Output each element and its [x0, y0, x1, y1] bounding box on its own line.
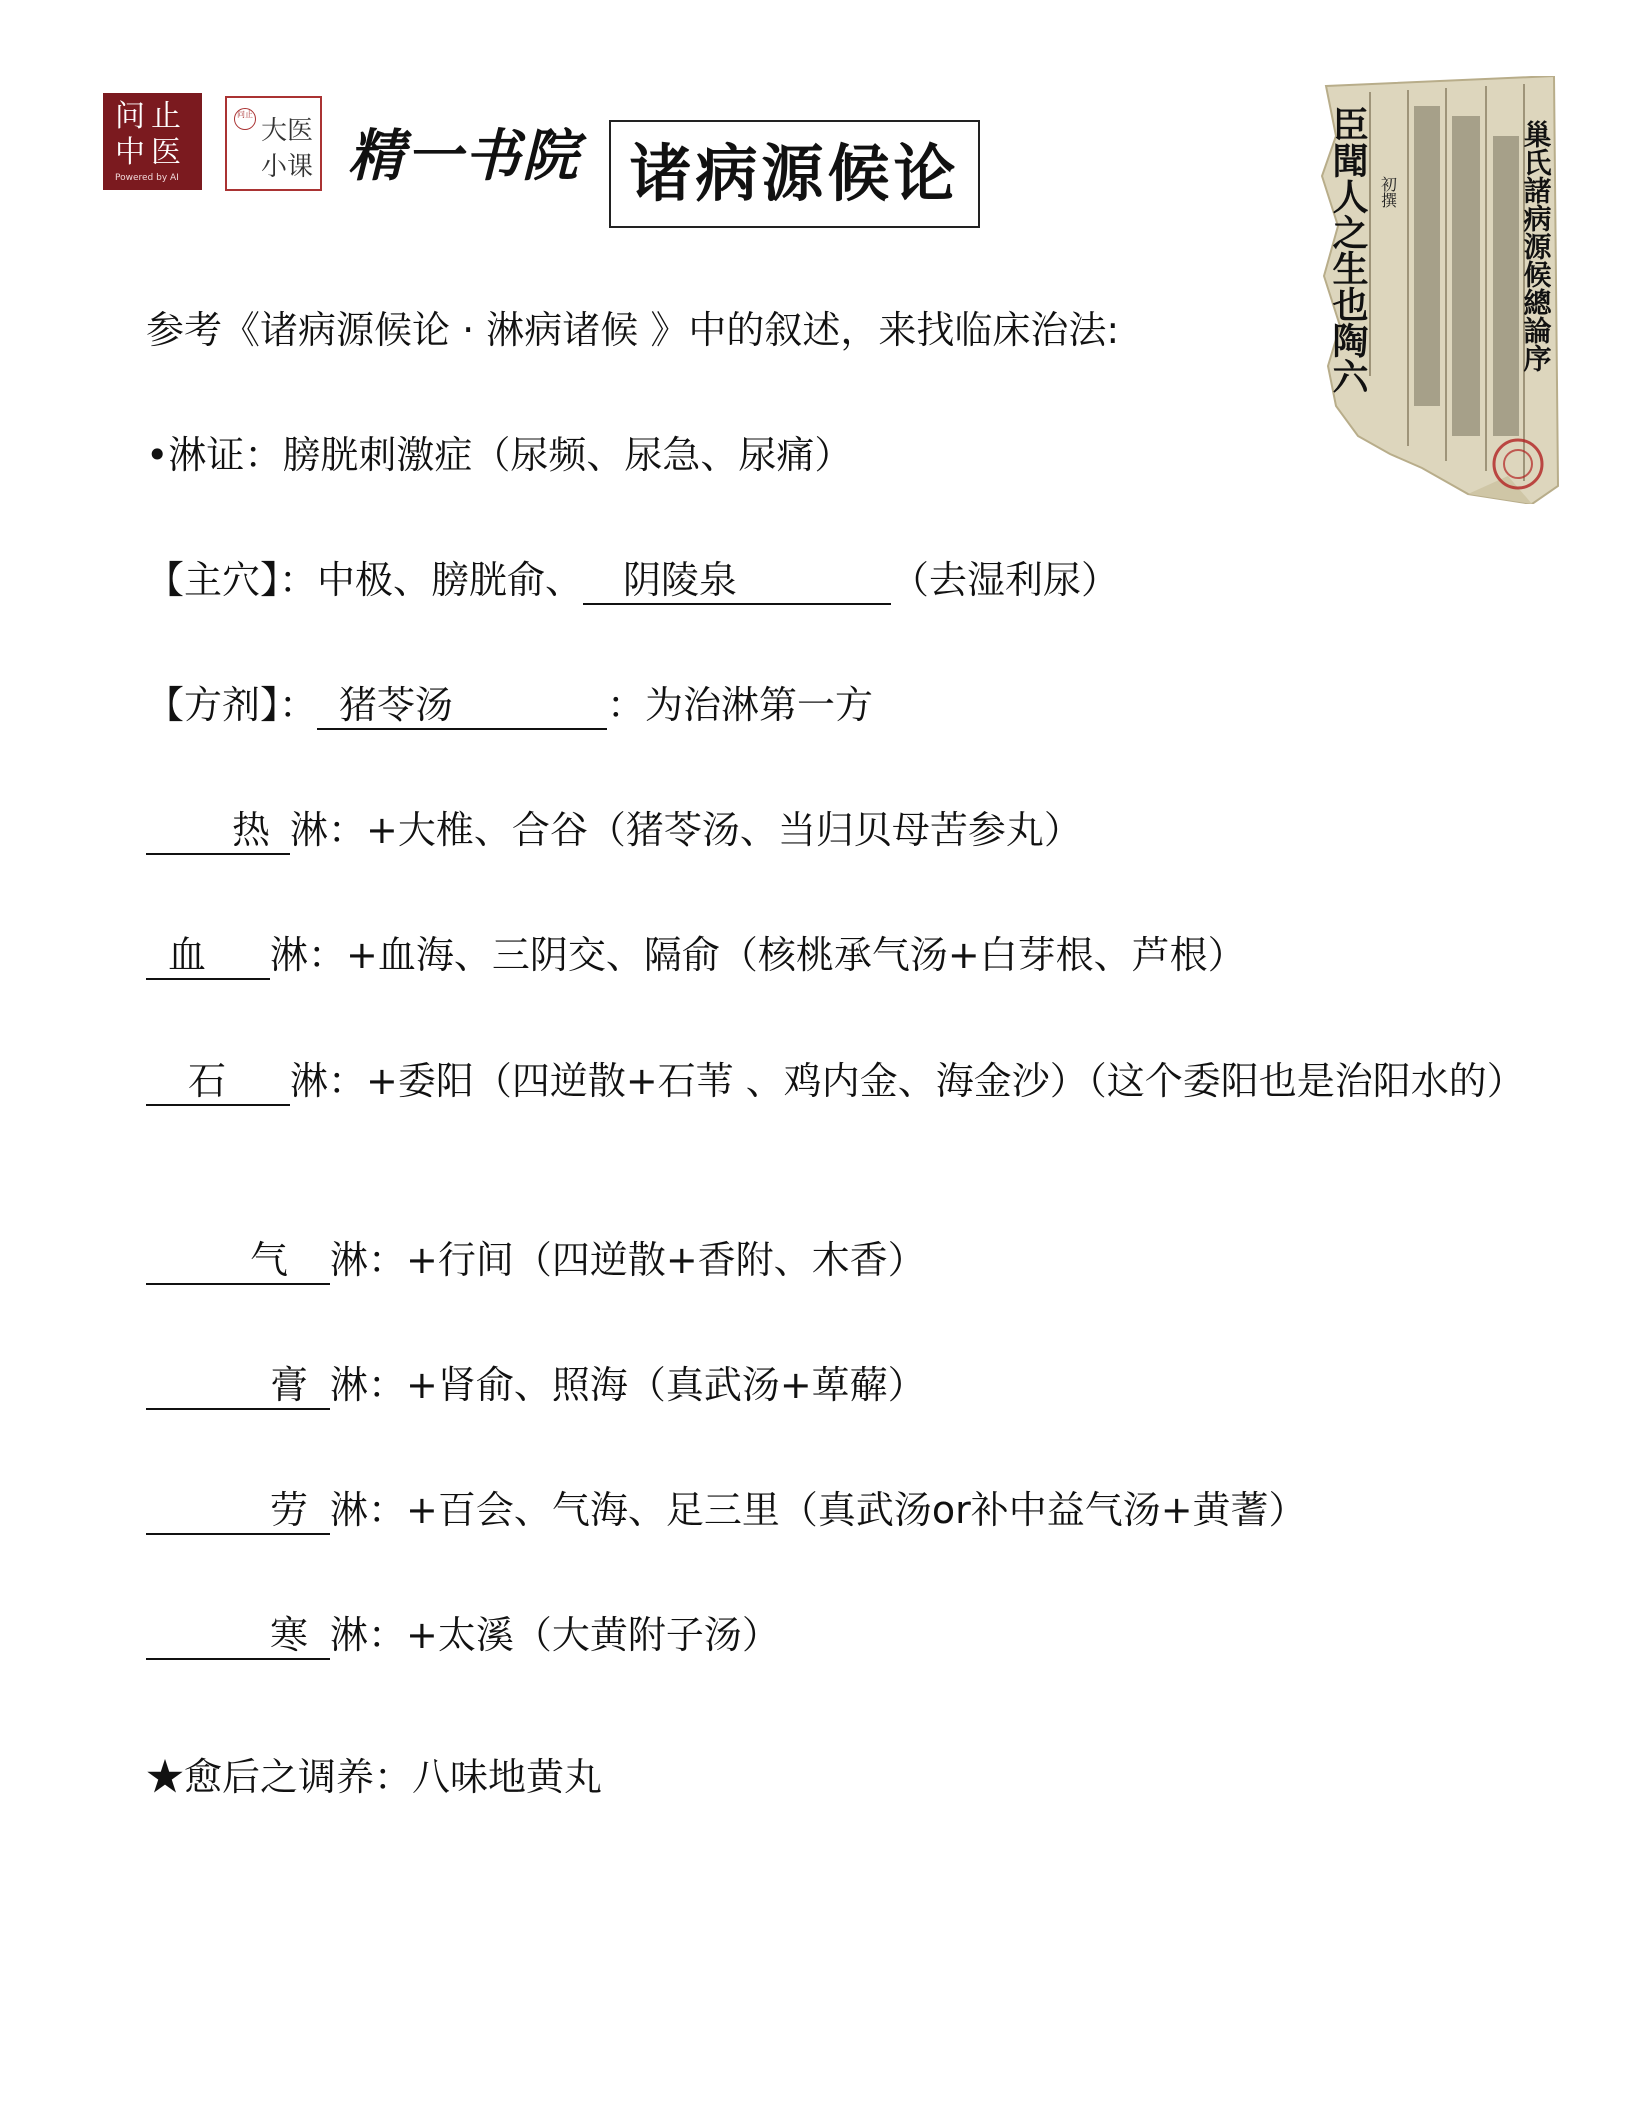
type-line-stone: [146, 1055, 1566, 1107]
type-line-cold: [146, 1610, 780, 1660]
logo2-line-1: 大医: [261, 116, 314, 146]
type-blank: 寒: [146, 1612, 330, 1660]
type-line-blood: [146, 930, 1246, 980]
antique-book-image: [1318, 76, 1564, 504]
type-blank: 膏: [146, 1362, 330, 1410]
type-text: 淋：+血海、三阴交、隔俞（核桃承气汤+白芽根、芦根）: [270, 933, 1246, 977]
type-text: 淋：+大椎、合谷（猪苓汤、当归贝母苦参丸）: [290, 808, 1082, 852]
type-text: 淋：+太溪（大黄附子汤）: [330, 1613, 780, 1657]
main-points-line: [146, 555, 1119, 605]
type-text: 淋：+百会、气海、足三里（真武汤or补中益气汤+黄蓍）: [330, 1488, 1307, 1532]
intro-line: 参考《诸病源候论 · 淋病诸候 》中的叙述，来找临床治法:: [146, 308, 1120, 352]
type-text: 淋：+肾俞、照海（真武汤+萆薢）: [330, 1363, 926, 1407]
type-blank: 劳: [146, 1487, 330, 1535]
type-text: 淋：+委阳（四逆散+石苇 、鸡内金、海金沙）（这个委阳也是治阳水的）: [290, 1059, 1525, 1103]
definition-line: •淋证：膀胱刺激症（尿频、尿急、尿痛）: [146, 433, 853, 477]
page-title: 诸病源候论: [629, 137, 960, 210]
logo-tagline: Powered by AI: [115, 173, 179, 183]
logo2-line-2: 小课: [261, 152, 314, 182]
jingyi-academy-logo: 精一书院: [348, 123, 580, 189]
formula-suffix: ：为治淋第一方: [607, 683, 874, 727]
seal-icon: 问止: [234, 108, 256, 130]
book-column-2: 臣聞人之生也陶六: [1327, 106, 1369, 394]
type-blank: 热: [146, 807, 290, 855]
logo-line-1: 问止: [115, 99, 187, 134]
type-line-qi: [146, 1235, 926, 1285]
type-line-heat: [146, 805, 1082, 855]
formula-blank: 猪苓汤: [317, 682, 607, 730]
aftercare-line: ★愈后之调养：八味地黄丸: [146, 1755, 603, 1799]
main-points-blank: 阴陵泉: [583, 557, 891, 605]
daxiaoke-logo: [225, 96, 322, 191]
book-column-3: 初撰: [1378, 176, 1398, 208]
type-line-paste: [146, 1360, 926, 1410]
wenzhi-logo: [103, 93, 202, 190]
logo-line-2: 中医: [115, 135, 187, 170]
type-blank: 血: [146, 932, 270, 980]
type-blank: 气: [146, 1237, 330, 1285]
formula-label: 【方剂】：: [146, 683, 318, 727]
main-points-label: 【主穴】：中极、膀胱俞、: [146, 558, 584, 602]
formula-line: [146, 680, 873, 730]
title-box: [609, 120, 980, 228]
main-points-suffix: （去湿利尿）: [891, 558, 1120, 602]
type-line-fatigue: [146, 1485, 1307, 1535]
book-column-1: 巢氏諸病源候總論序: [1519, 120, 1553, 372]
type-blank: 石: [146, 1058, 290, 1106]
type-text: 淋：+行间（四逆散+香附、木香）: [330, 1238, 926, 1282]
